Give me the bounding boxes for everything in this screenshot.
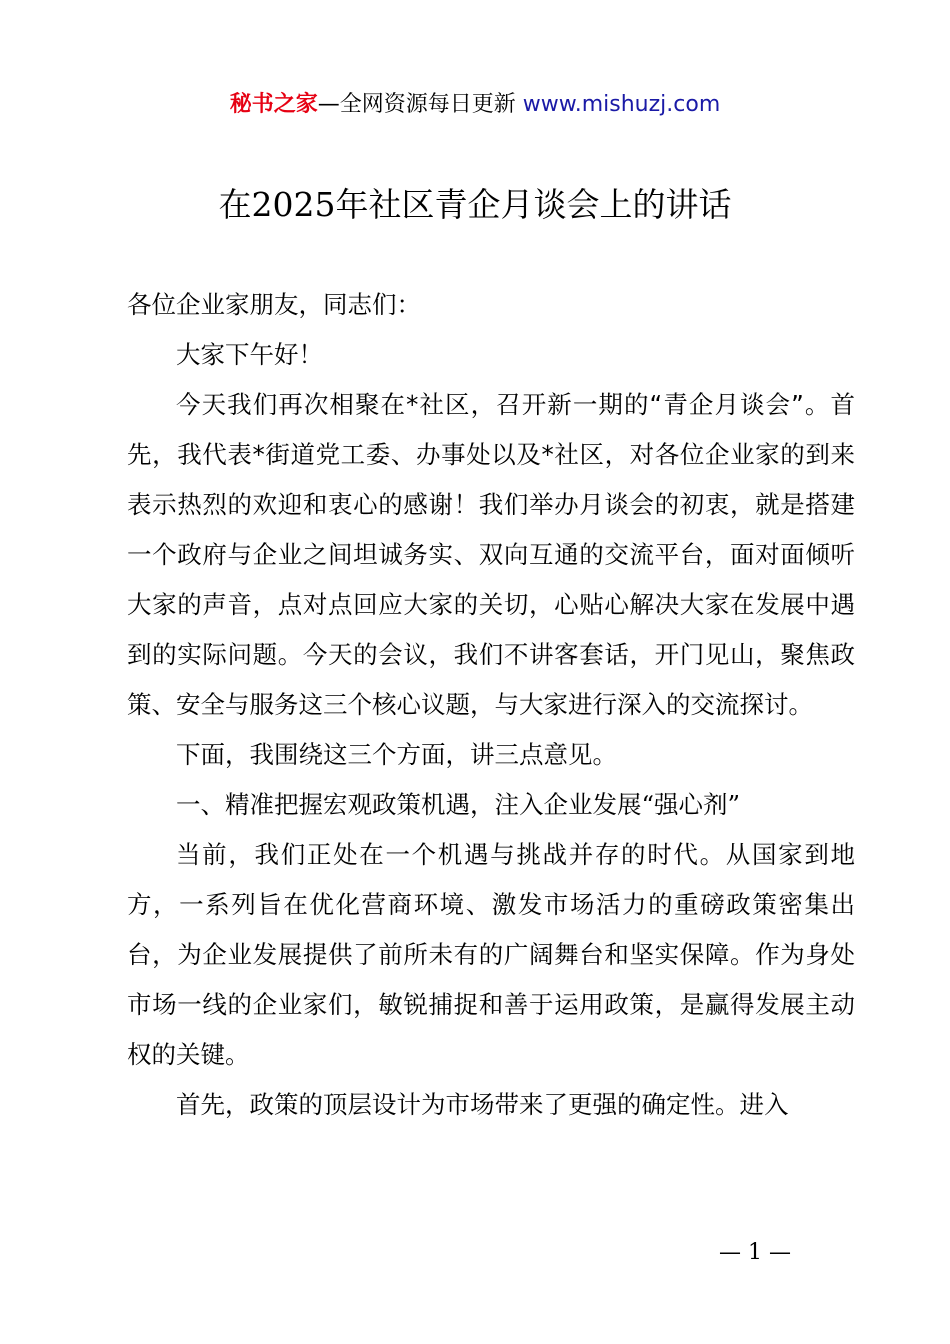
salutation: 各位企业家朋友，同志们： <box>127 290 421 319</box>
paragraph-greeting: 大家下午好！ <box>176 340 323 369</box>
paragraph-section-1: 当前，我们正处在一个机遇与挑战并存的时代。从国家到地方，一系列旨在优化营商环境、激发市场活力的重磅政策密集出台，为企业发展提供了前所未有的广阔舞台和坚实保障。作为身处市场一线的企业家们，敏锐捕捉和善于运用政策，是赢得发展主动权的关键。 <box>127 840 855 1069</box>
page-number: — 1 — <box>719 1240 791 1265</box>
header-tagline: —全网资源每日更新 <box>317 92 523 117</box>
paragraph-intro: 今天我们再次相聚在*社区，召开新一期的“青企月谈会”。首先，我代表*街道党工委、办事处以及*社区，对各位企业家的到来表示热烈的欢迎和衷心的感谢！我们举办月谈会的初衷，就是搭建一个政府与企业之间坦诚务实、双向互通的交流平台，面对面倾听大家的声音，点对点回应大家的关切，心贴心解决大家在发展中遇到的实际问题。今天的会议，我们不讲客套话，开门见山，聚焦政策、安全与服务这三个核心议题，与大家进行深入的交流探讨。 <box>127 390 855 719</box>
paragraph-section-2: 首先，政策的顶层设计为市场带来了更强的确定性。进入 <box>176 1090 789 1119</box>
document-body <box>127 280 855 1130</box>
paragraph-outline: 下面，我围绕这三个方面，讲三点意见。 <box>176 740 617 769</box>
section-heading: 一、精准把握宏观政策机遇，注入企业发展“强心剂” <box>176 790 741 819</box>
document-title: 在2025年社区青企月谈会上的讲话 <box>218 185 732 224</box>
brand-name: 秘书之家 <box>229 92 318 117</box>
site-url-link[interactable]: www.mishuzj.com <box>522 92 721 117</box>
site-header <box>0 88 950 122</box>
